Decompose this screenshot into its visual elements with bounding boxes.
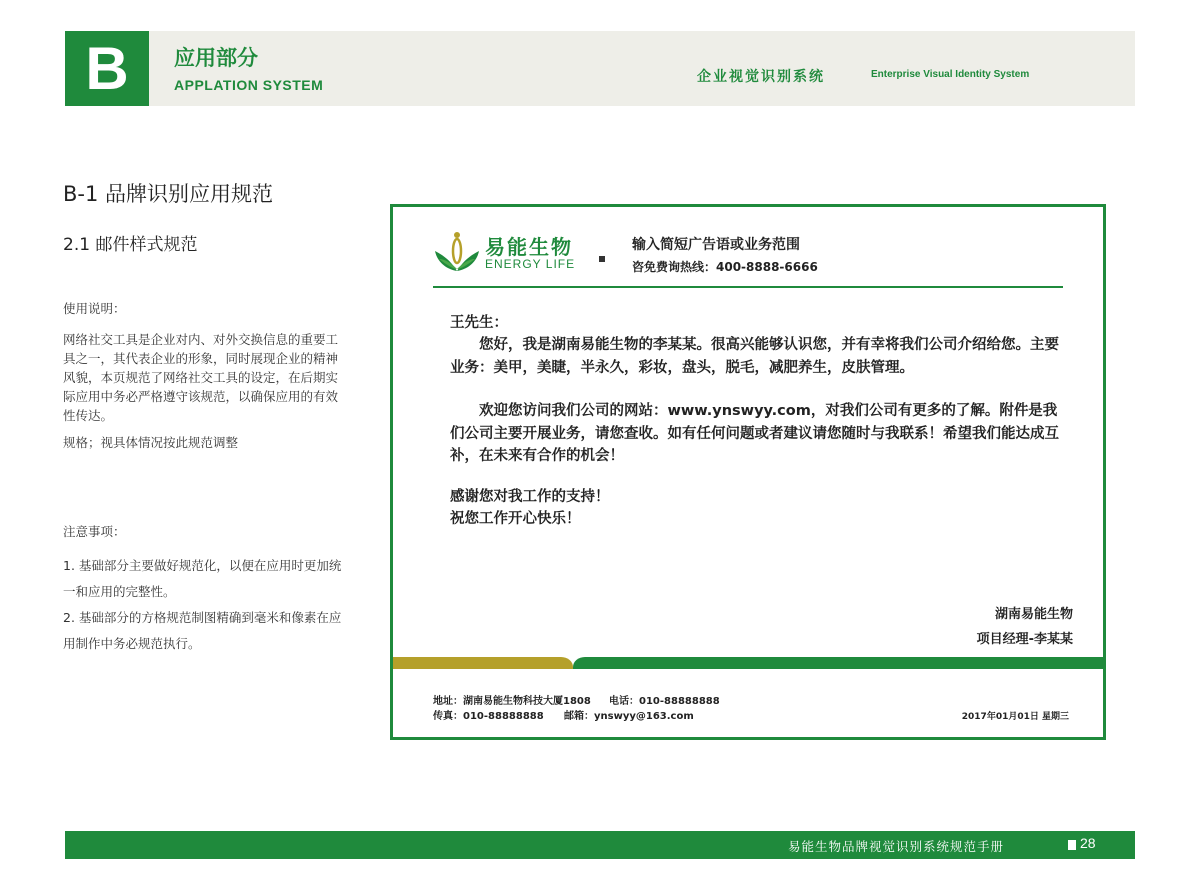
usage-text: 网络社交工具是企业对内、对外交换信息的重要工具之一，其代表企业的形象，同时展现企业的精神风貌，本页规范了网络社交工具的设定，在后期实际应用中务必严格遵守该规范，以确保应用的有效性传达。 bbox=[63, 332, 339, 423]
signature-person: 项目经理-李某某 bbox=[976, 632, 1073, 647]
letter-email: 邮箱：ynswyy@163.com bbox=[564, 711, 694, 722]
signature-company: 湖南易能生物 bbox=[994, 607, 1073, 622]
footer-green-bar bbox=[573, 657, 1103, 669]
page-title: B-1 品牌识别应用规范 bbox=[63, 182, 274, 206]
letter-date: 2017年01月01日 星期三 bbox=[961, 712, 1069, 722]
page-subtitle: 2.1 邮件样式规范 bbox=[63, 235, 198, 255]
slogan: 输入简短广告语或业务范围 bbox=[632, 237, 800, 253]
footer-gold-bar bbox=[393, 657, 573, 669]
page-marker-icon bbox=[1068, 840, 1076, 850]
notice-item-1: 1. 基础部分主要做好规范化，以便在应用时更加统一和应用的完整性。 bbox=[63, 558, 342, 599]
usage-label: 使用说明： bbox=[63, 301, 126, 316]
footer-title: 易能生物品牌视觉识别系统规范手册 bbox=[788, 839, 1005, 854]
section-title-cn: 应用部分 bbox=[174, 46, 258, 70]
section-title-en: APPLATION SYSTEM bbox=[174, 77, 324, 93]
letter-greeting: 王先生： bbox=[450, 315, 508, 331]
letter-fax: 传真：010-88888888 bbox=[433, 711, 544, 722]
letter-thanks: 感谢您对我工作的支持！ bbox=[450, 489, 610, 505]
letter-address: 地址：湖南易能生物科技大厦1808 bbox=[433, 696, 591, 707]
vis-system-en: Enterprise Visual Identity System bbox=[871, 69, 1030, 80]
notice-label: 注意事项： bbox=[63, 524, 126, 539]
letter-paragraph-2: 欢迎您访问我们公司的网站：www.ynswyy.com，对我们公司有更多的了解。附件是我们公司主要开展业务，请您查收。如有任何问题或者建议请您随时与我联系！希望我们能达成互补，在未来有合作的机会！ bbox=[450, 403, 1059, 464]
page-number: 28 bbox=[1080, 835, 1096, 851]
brand-logo-icon bbox=[433, 229, 481, 273]
notice-item-2: 2. 基础部分的方格规范制图精确到毫米和像素在应用制作中务必规范执行。 bbox=[63, 610, 342, 651]
section-letter-badge: B bbox=[65, 31, 149, 106]
vis-system-cn: 企业视觉识别系统 bbox=[697, 69, 825, 85]
letter-tel: 电话：010-88888888 bbox=[609, 696, 720, 707]
logo-text-en: ENERGY LIFE bbox=[485, 257, 576, 271]
email-letter-sample bbox=[390, 204, 1106, 740]
spec-text: 规格；视具体情况按此规范调整 bbox=[63, 435, 239, 450]
letter-paragraph-1: 您好，我是湖南易能生物的李某某。很高兴能够认识您，并有幸将我们公司介绍给您。主要业务：美甲，美睫，半永久，彩妆，盘头，脱毛，减肥养生，皮肤管理。 bbox=[450, 337, 1059, 376]
hotline: 咨免费询热线：400-8888-6666 bbox=[632, 260, 818, 274]
logo-text-cn: 易能生物 bbox=[485, 235, 573, 259]
header-divider bbox=[433, 286, 1063, 288]
separator-dot bbox=[599, 256, 605, 262]
letter-wish: 祝您工作开心快乐！ bbox=[450, 511, 581, 527]
notice-text bbox=[63, 553, 348, 657]
